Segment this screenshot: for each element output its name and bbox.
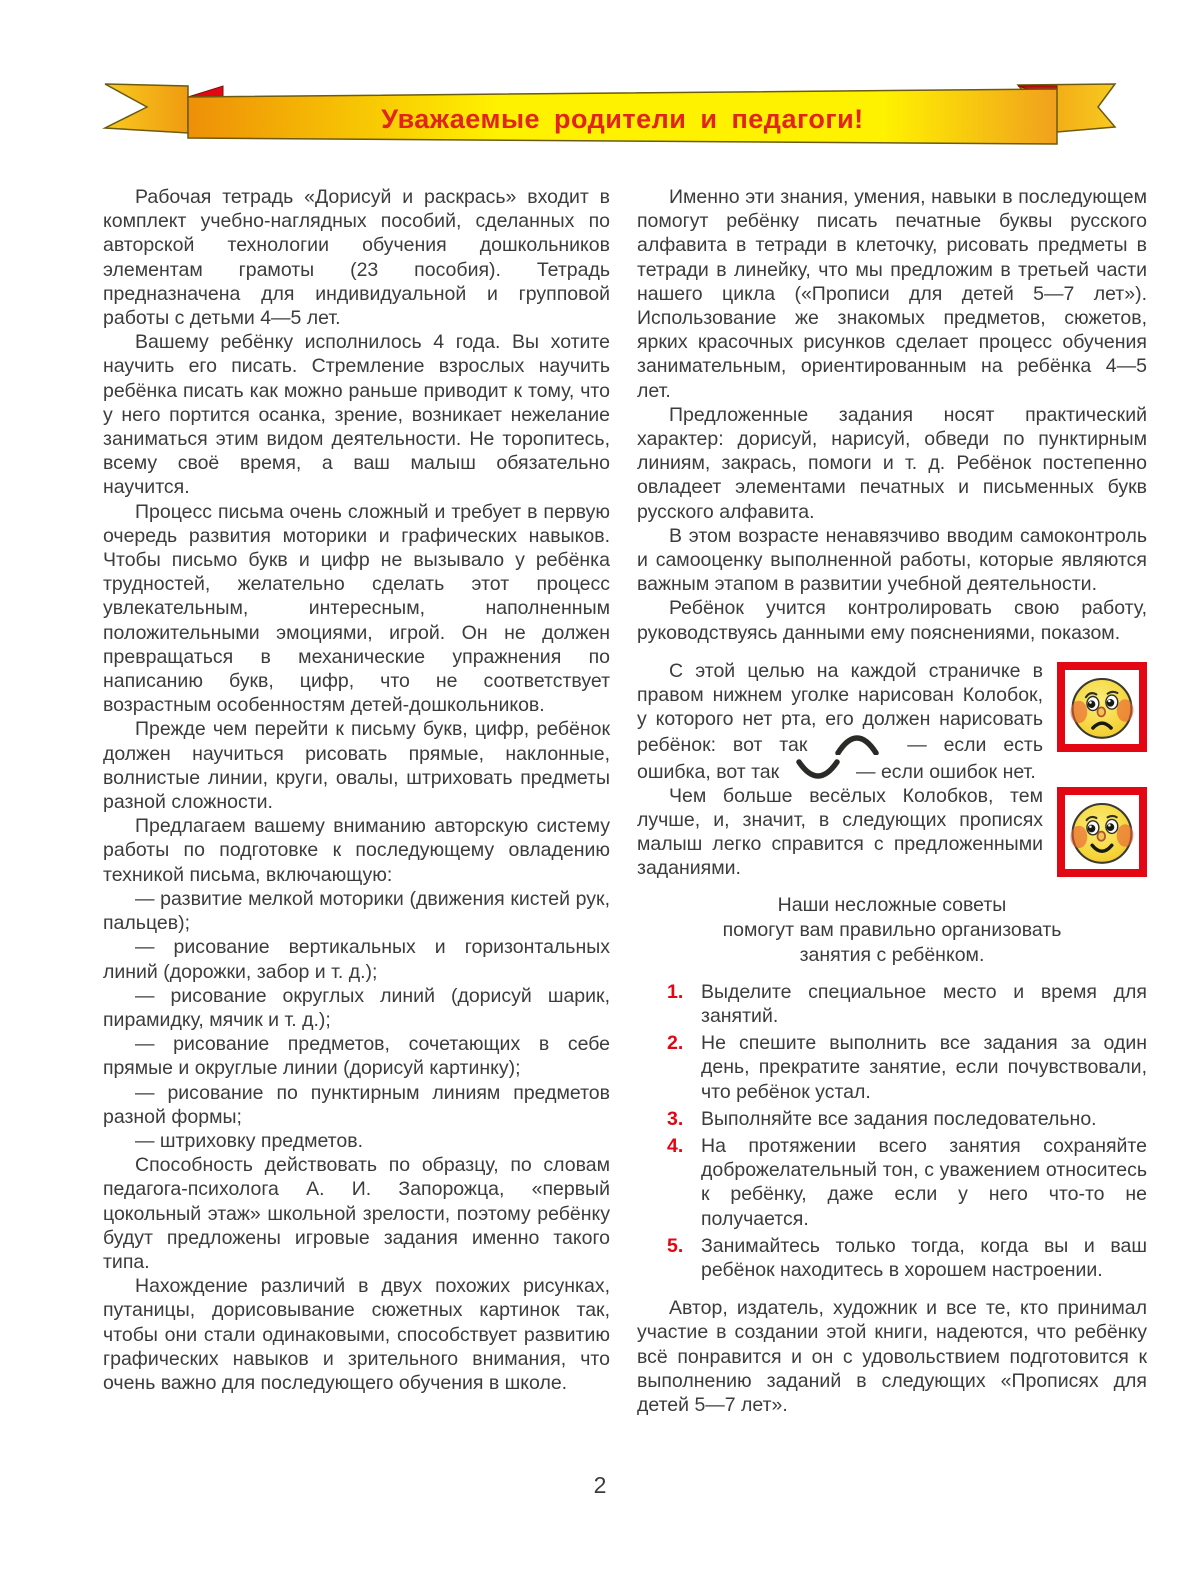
left-column [103, 185, 610, 1417]
paragraph: Вашему ребёнку исполнилось 4 года. Вы хотите научить его писать. Стремление взрослых научить ребёнка писать как можно раньше приводит к тому, что у него портится осанка, зрение, возникает нежелание заниматься этим видом деятельности. Не торопитесь, всему своё время, а ваш малыш обязательно научится. [103, 331, 610, 499]
skill-list-item: — рисование по пунктирным линиям предметов разной формы; [103, 1081, 610, 1128]
closing-paragraph: Автор, издатель, художник и все те, кто принимал участие в создании этой книги, надеются, что ребёнку всё понравится и он с удовольствием подготовится к выполнению заданий в следующих «Прописях для детей 5—7 лет». [637, 1297, 1147, 1416]
right-column [637, 185, 1147, 1417]
ribbon-left-fold [188, 86, 223, 97]
banner-title: Уважаемые родители и педагоги! [381, 104, 864, 134]
skill-list-item: — развитие мелкой моторики (движения кистей рук, пальцев); [103, 887, 610, 935]
kolobok-text-part1: С этой целью на каждой страничке в правом нижнем уголке нарисован Колобок, у которого нет рта, его должен нарисовать ребёнок: вот так [637, 659, 1043, 757]
cheerful-text: Чем больше весёлых Колобков, тем лучше, и, значит, в следующих прописях малыш легко справится с предложенными заданиями. [637, 784, 1043, 880]
advice-number: 1. [667, 980, 684, 1003]
paragraph: Прежде чем перейти к письму букв, цифр, ребёнок должен научиться рисовать прямые, наклонные, волнистые линии, круги, овалы, штриховать предметы разной сложности. [103, 718, 610, 814]
ribbon-left-tail [105, 84, 188, 133]
paragraph: Нахождение различий в двух похожих рисунках, путаницы, дорисовывание сюжетных картинок так, чтобы они стали одинаковыми, способствует развитию графических навыков и зрительного внимания, что очень важно для последующего обучения в школе. [103, 1275, 610, 1394]
advice-heading-line: Наши несложные советы [777, 893, 1007, 916]
paragraph: Предлагаем вашему вниманию авторскую систему работы по подготовке к последующему овладению техникой письма, включающую: [103, 815, 610, 886]
sad-kolobok-face-icon [1067, 672, 1137, 742]
paragraph: Способность действовать по образцу, по словам педагога-психолога А. И. Запорожца, «первый цокольный этаж» школьной зрелости, поэтому ребёнку будут предложены игровые задания именно такого типа. [103, 1154, 610, 1273]
paragraph: В этом возрасте ненавязчиво вводим самоконтроль и самооценку выполненной работы, которые являются важным этапом в развитии учебной деятельности. [637, 524, 1147, 596]
advice-item [637, 1107, 1147, 1131]
sad-kolobok-image [1057, 662, 1147, 752]
advice-text: Занимайтесь только тогда, когда вы и ваш ребёнок находитесь в хорошем настроении. [701, 1234, 1147, 1281]
advice-list [637, 980, 1147, 1282]
paragraph: Ребёнок учится контролировать свою работу, руководствуясь данными ему пояснениями, показом. [637, 597, 1147, 644]
paragraph: Процесс письма очень сложный и требует в первую очередь развития моторики и графических навыков. Чтобы письмо букв и цифр не вызывало у ребёнка трудностей, желательно сделать этот процесс увлекательным, интересным, наполненным положительными эмоциями, игрой. Он не должен превращаться в механические упражнения по написанию букв, цифр, что не соответствует возрастным особенностям детей-дошкольников. [103, 500, 610, 717]
advice-heading-line: занятия с ребёнком. [799, 943, 985, 966]
advice-heading [637, 893, 1147, 968]
happy-kolobok-face-icon [1067, 797, 1137, 867]
advice-item [637, 1234, 1147, 1282]
paragraph: Именно эти знания, умения, навыки в последующем помогут ребёнку писать печатные буквы русского алфавита в тетради в клеточку, рисовать предметы в тетради в линейку, что мы предложим в третьей части нашего цикла («Прописи для детей 5—7 лет»). Использование же знакомых предметов, сюжетов, ярких красочных рисунков сделает процесс обучения занимательным, ориентированным на ребёнка 4—5 лет. [637, 186, 1147, 402]
advice-heading-line: помогут вам правильно организовать [722, 918, 1062, 941]
page-number: 2 [593, 1472, 607, 1498]
advice-number: 3. [667, 1107, 684, 1130]
kolobok-text-part2: — если есть ошибка, вот так [637, 734, 1044, 783]
title-banner [95, 78, 1125, 178]
paragraph: Предложенные задания носят практический характер: дорисуй, нарисуй, обведи по пунктирным линиям, закрась, помоги и т. д. Ребёнок постепенно овладеет элементами печатных и письменных букв русского алфавита. [637, 403, 1147, 523]
advice-item [637, 1134, 1147, 1231]
kolobok-instruction-paragraph [637, 659, 1147, 784]
frown-arc-icon [834, 731, 880, 755]
skill-list-item: — штриховку предметов. [135, 1129, 364, 1152]
skill-list-item: — рисование округлых линий (дорисуй шарик, пирамидку, мячик и т. д.); [103, 984, 610, 1031]
advice-item [637, 980, 1147, 1028]
advice-number: 2. [667, 1032, 684, 1055]
skill-list-item: — рисование предметов, сочетающих в себе прямые и округлые линии (дорисуй картинку); [103, 1033, 610, 1080]
advice-item [637, 1031, 1147, 1104]
advice-text: Выполняйте все задания последовательно. [701, 1107, 1097, 1130]
advice-text: Не спешите выполнить все задания за один день, прекратите занятие, если почувствовали, что ребёнок устал. [701, 1032, 1147, 1103]
cheerful-kolobok-paragraph [637, 784, 1147, 881]
paragraph: Рабочая тетрадь «Дорисуй и раскрась» входит в комплект учебно-наглядных пособий, сделанных по авторской технологии обучения дошкольников элементам грамоты (23 пособия). Тетрадь предназначена для индивидуальной и групповой работы с детьми 4—5 лет. [103, 186, 610, 330]
happy-kolobok-image [1057, 787, 1147, 877]
kolobok-text-part3: — если ошибок нет. [856, 760, 1036, 783]
advice-text: Выделите специальное место и время для занятий. [701, 980, 1147, 1027]
skill-list-item: — рисование вертикальных и горизонтальных линий (дорожки, забор и т. д.); [103, 936, 610, 983]
text-columns [103, 185, 1147, 1417]
smile-arc-icon [795, 758, 841, 782]
advice-text: На протяжении всего занятия сохраняйте доброжелательный тон, с уважением относитесь к ребёнку, даже если у него что-то не получается. [701, 1134, 1147, 1230]
advice-number: 5. [667, 1234, 684, 1257]
advice-number: 4. [667, 1134, 684, 1157]
